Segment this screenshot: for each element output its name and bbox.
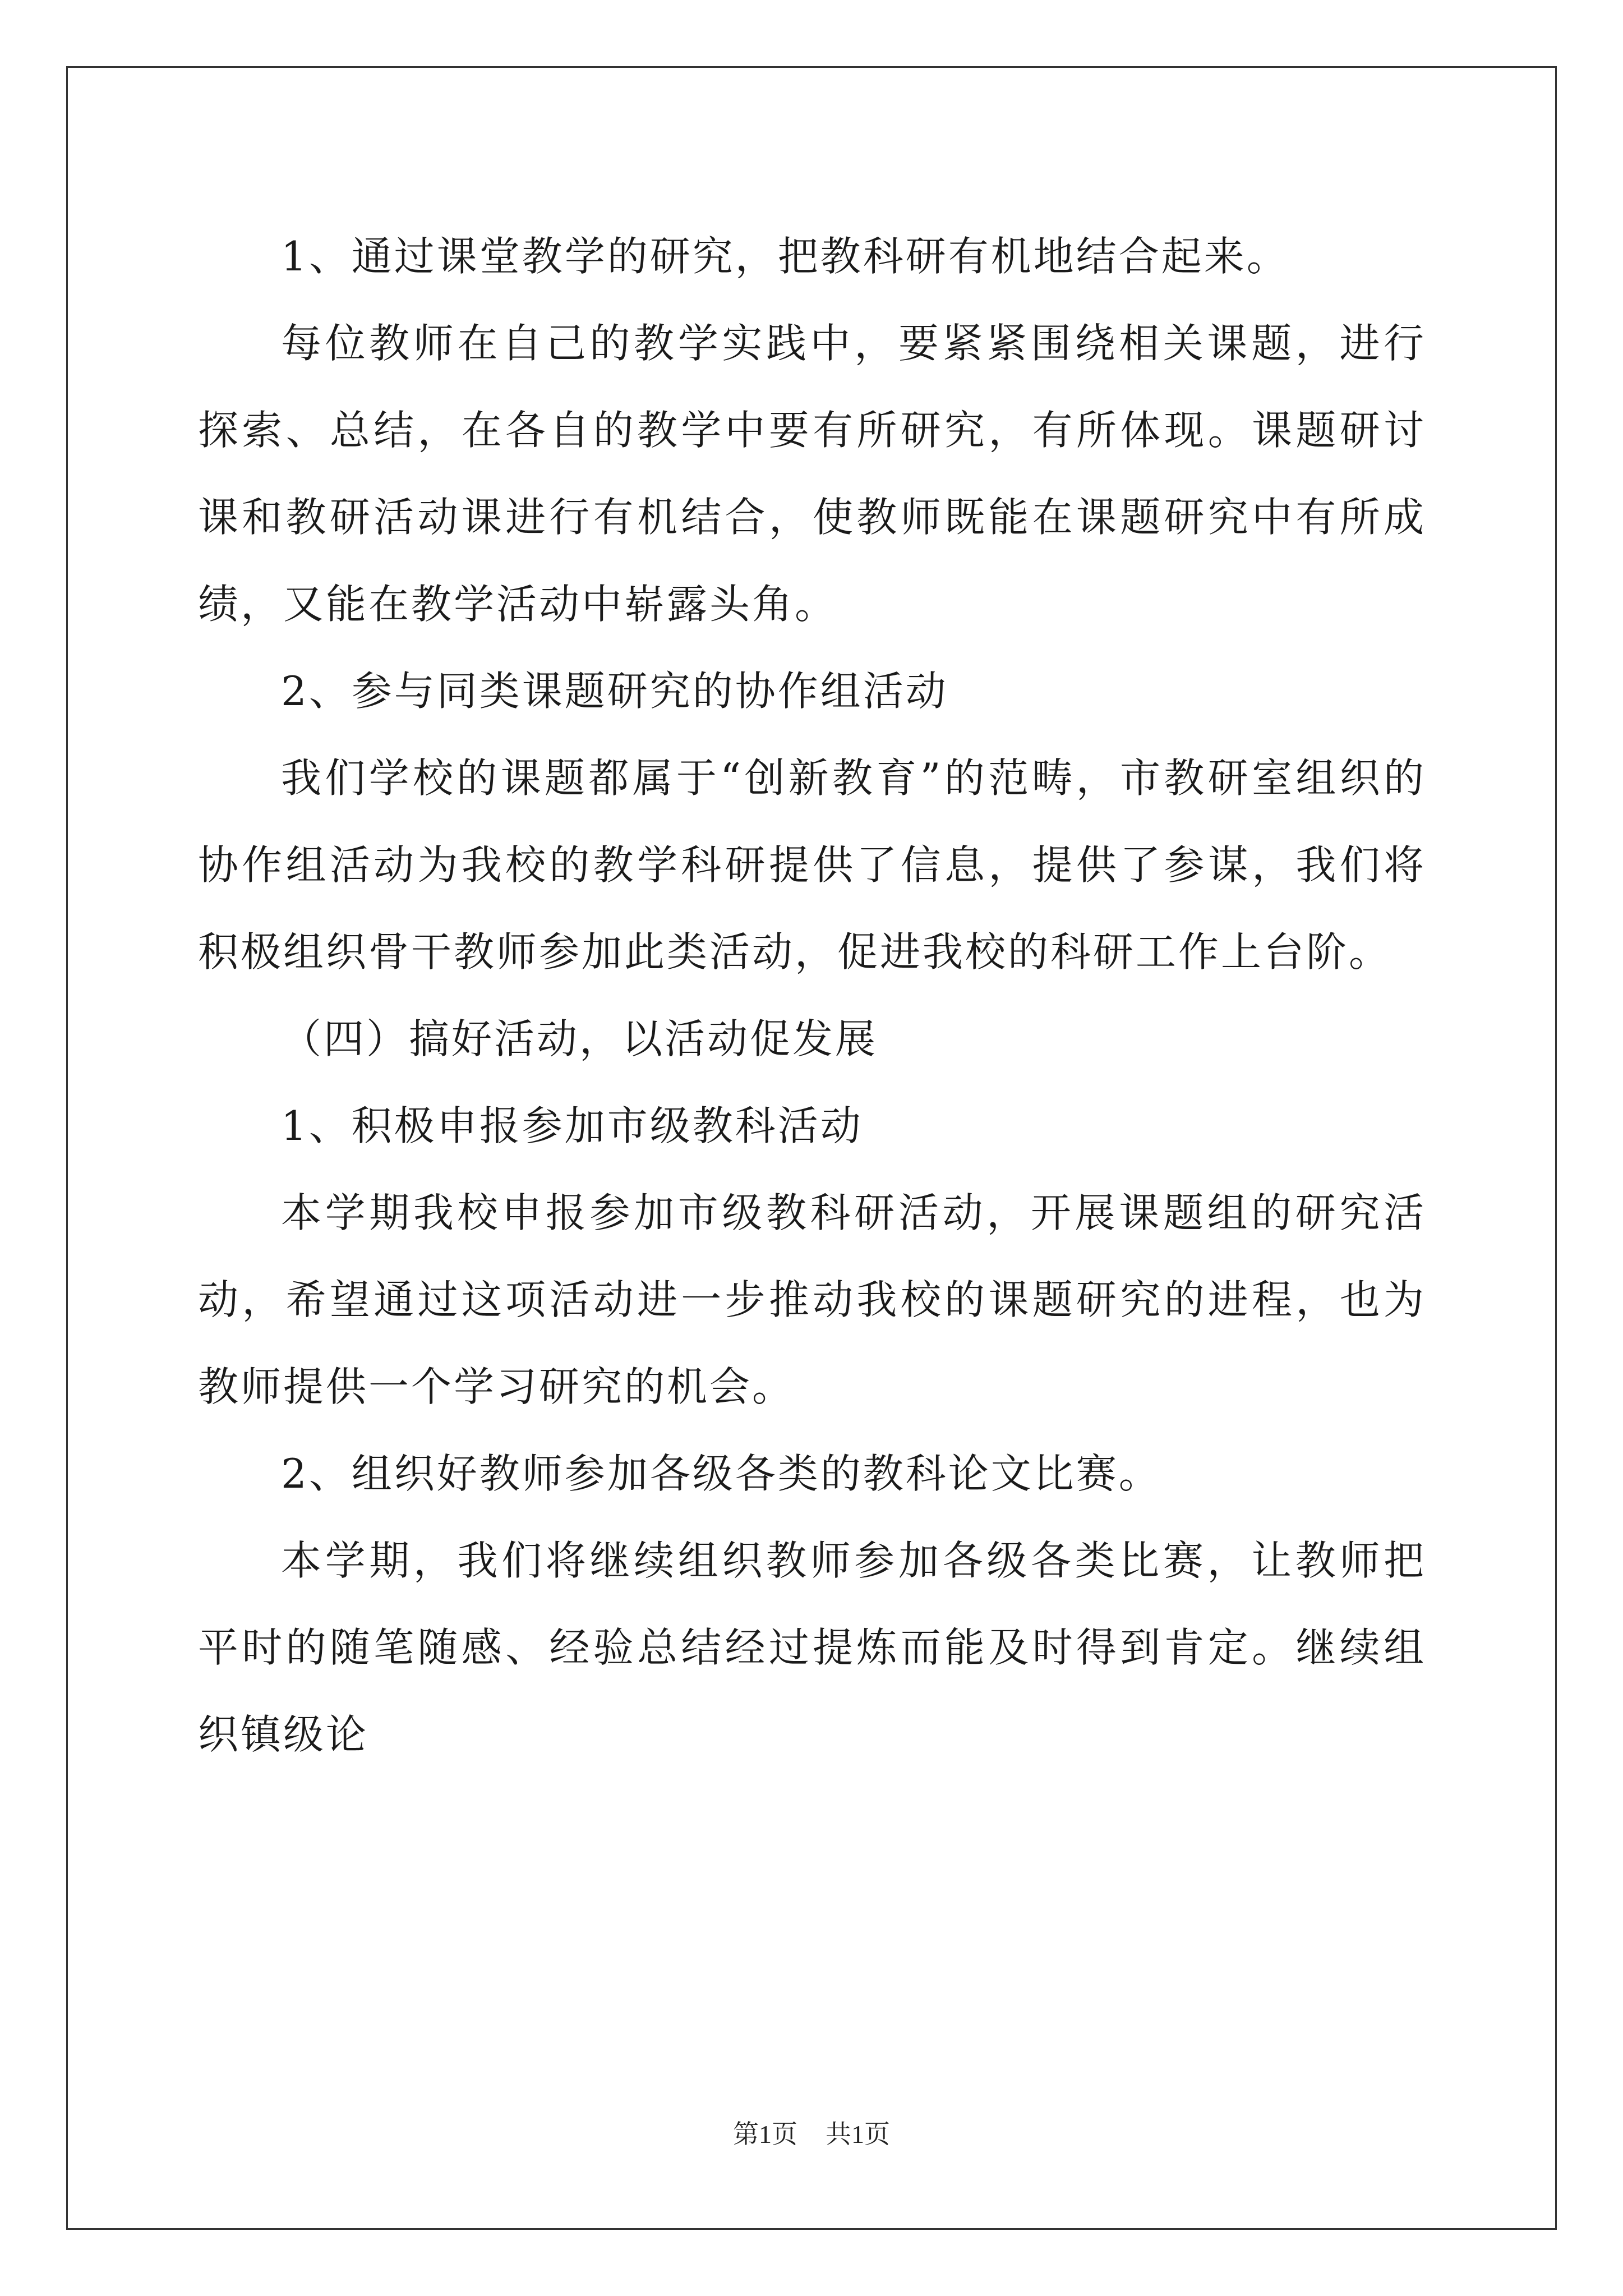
page-total: 共1页 <box>826 2120 890 2148</box>
page-number: 第1页 <box>733 2120 797 2148</box>
paragraph-body: 本学期我校申报参加市级教科研活动，开展课题组的研究活动，希望通过这项活动进一步推动我校的课题研究的进程，也为教师提供一个学习研究的机会。 <box>198 1189 1426 1410</box>
paragraph-body: 我们学校的课题都属于“创新教育”的范畴，市教研室组织的协作组活动为我校的教学科研提供了信息，提供了参谋，我们将积极组织骨干教师参加此类活动，促进我校的科研工作上台阶。 <box>198 754 1426 976</box>
paragraph-body: 每位教师在自己的教学实践中，要紧紧围绕相关课题，进行探索、总结，在各自的教学中要有所研究，有所体现。课题研讨课和教研活动课进行有机结合，使教师既能在课题研究中有所成绩，又能在教学活动中崭露头角。 <box>198 320 1426 628</box>
paragraph-body: 本学期，我们将继续组织教师参加各级各类比赛，让教师把平时的随笔随感、经验总结经过提炼而能及时得到肯定。继续组织镇级论 <box>198 1537 1426 1758</box>
paragraph-heading-2: 2、参与同类课题研究的协作组活动 <box>281 668 948 715</box>
section-heading: （四）搞好活动，以活动促发展 <box>281 1015 878 1062</box>
paragraph-heading-2: 2、组织好教师参加各级各类的教科论文比赛。 <box>281 1450 1161 1497</box>
paragraph-heading-1: 1、积极申报参加市级教科活动 <box>281 1102 863 1149</box>
document-body <box>198 213 1426 1778</box>
paragraph-heading-1: 1、通过课堂教学的研究，把教科研有机地结合起来。 <box>281 233 1289 280</box>
page-footer <box>0 2114 1623 2151</box>
